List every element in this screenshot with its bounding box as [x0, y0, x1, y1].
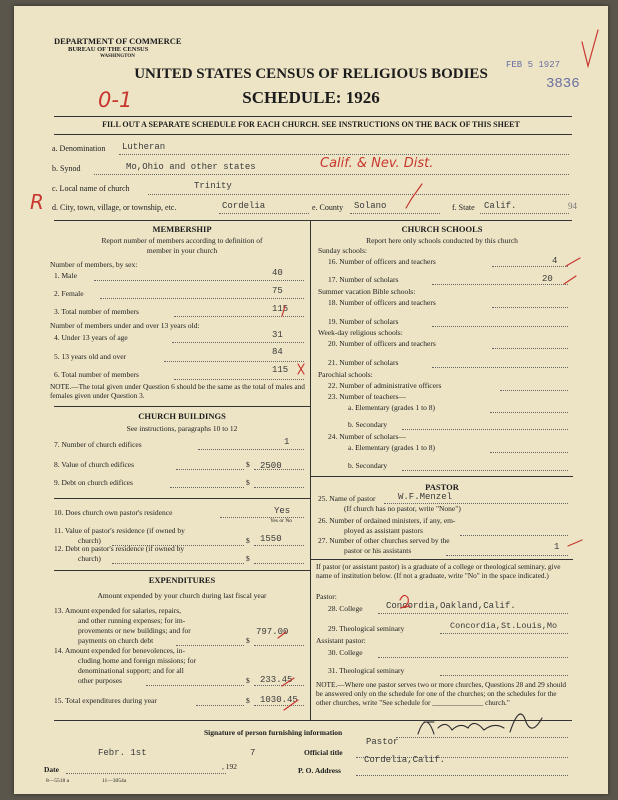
q21-label: 21. Number of scholars [328, 358, 399, 367]
q4-label: 4. Under 13 years of age [54, 333, 128, 342]
expenditures-heading: EXPENDITURES [148, 575, 216, 585]
q25-value: W.F.Menzel [398, 492, 453, 502]
q13-value: 797.00 [256, 627, 289, 637]
q16-label: 16. Number of officers and teachers [328, 257, 436, 266]
q23-label: 23. Number of teachers— [328, 392, 406, 401]
q11-label-a: 11. Value of pastor's residence (if owned by [54, 526, 185, 535]
signature-label: Signature of person furnishing information [204, 728, 343, 737]
q24b-label: b. Secondary [348, 461, 388, 470]
membership-intro-2: member in your church [146, 246, 218, 255]
red-check-q14 [282, 678, 294, 686]
q13-dollar: $ [246, 636, 250, 645]
membership-heading: MEMBERSHIP [152, 224, 212, 234]
q17-value: 20 [542, 274, 553, 284]
q26-label-a: 26. Number of ordained ministers, if any, em- [318, 516, 456, 525]
q25-hint: (If church has no pastor, write "None") [344, 504, 461, 513]
form-number: 8—5518 a [46, 778, 70, 784]
church-name-value: Trinity [194, 181, 232, 191]
q31-label: 31. Theological seminary [328, 666, 405, 675]
membership-intro-1: Report number of members according to definition of [101, 236, 263, 245]
q10-value: Yes [274, 506, 291, 516]
q8-label: 8. Value of church edifices [54, 460, 135, 469]
expenditures-intro: Amount expended by your church during last fiscal year [97, 591, 267, 600]
form-title: UNITED STATES CENSUS OF RELIGIOUS BODIES [134, 66, 488, 82]
q7-value: 1 [284, 437, 290, 447]
pastor-sub-label: Pastor: [316, 592, 337, 601]
q1-value: 40 [272, 268, 283, 278]
synod-label: b. Synod [52, 164, 81, 173]
census-form-page [14, 6, 608, 794]
q2-value: 75 [272, 286, 283, 296]
date-year-digit: 7 [250, 748, 256, 758]
bureau-heading: BUREAU OF THE CENSUS [68, 46, 149, 53]
q12-dollar: $ [246, 554, 250, 563]
date-label: Date [44, 765, 59, 774]
county-value: Solano [354, 201, 387, 211]
hand-mark-r: R [30, 190, 44, 214]
synod-hand-note: Calif. & Nev. Dist. [320, 156, 434, 171]
state-pencil-note: 94 [568, 201, 577, 211]
sunday-schools-label: Sunday schools: [318, 246, 367, 255]
schools-heading: CHURCH SCHOOLS [401, 224, 483, 234]
official-title-label: Official title [304, 748, 343, 757]
red-check-q15 [284, 700, 298, 710]
pastor-signature [418, 714, 542, 734]
q13-label-d: payments on church debt [78, 636, 154, 645]
members-by-age-label: Number of members under and over 13 years old: [50, 321, 200, 330]
q14-dollar: $ [246, 676, 250, 685]
schools-intro: Report here only schools conducted by this church [366, 236, 518, 245]
red-check-county [406, 184, 422, 208]
q23b-label: b. Secondary [348, 420, 388, 429]
q4-value: 31 [272, 330, 283, 340]
membership-note: NOTE.—The total given under Question 6 should be the same as the total of males and females given under Question 3. [50, 382, 305, 400]
q13-label-b: and other running expenses; for im- [78, 616, 186, 625]
q29-value: Concordia,St.Louis,Mo [450, 621, 558, 631]
q27-label-a: 27. Number of other churches served by the [318, 536, 450, 545]
q11-value: 1550 [260, 534, 282, 544]
red-check-q13 [278, 632, 286, 638]
q15-dollar: $ [246, 696, 250, 705]
assistant-pastor-label: Assistant pastor: [316, 636, 366, 645]
q10-hint: Yes or No [270, 518, 293, 524]
q15-value: 1030.45 [260, 695, 298, 705]
print-number: 11—3054a [102, 778, 127, 784]
weekday-schools-label: Week-day religious schools: [318, 328, 403, 337]
q24-label: 24. Number of scholars— [328, 432, 406, 441]
official-title-value: Pastor [366, 737, 399, 747]
q18-label: 18. Number of officers and teachers [328, 298, 436, 307]
q20-label: 20. Number of officers and teachers [328, 339, 436, 348]
received-date-stamp: FEB 5 1927 [506, 60, 561, 70]
q17-label: 17. Number of scholars [328, 275, 399, 284]
city-heading: WASHINGTON [100, 54, 135, 59]
date-year-prefix: , 192 [222, 762, 237, 771]
q14-label-d: other purposes [78, 676, 122, 685]
q6-label: 6. Total number of members [54, 370, 139, 379]
q16-value: 4 [552, 256, 558, 266]
q12-label-a: 12. Debt on pastor's residence (if owned by [54, 544, 185, 553]
q11-label-b: church) [78, 536, 101, 545]
q25-label: 25. Name of pastor [318, 494, 376, 503]
q26-label-b: ployed as assistant pastors [344, 526, 423, 535]
denomination-value: Lutheran [122, 142, 166, 152]
stamp-number: 3836 [546, 76, 580, 92]
state-value: Calif. [484, 201, 517, 211]
red-mark-q28 [400, 595, 410, 608]
buildings-intro: See instructions, paragraphs 10 to 12 [126, 424, 238, 433]
pastor-note: NOTE.—Where one pastor serves two or more churches, Questions 28 and 29 should be answered only on the schedule for one of the churches; on the schedules for the other churches, write "See schedule for ______________ church." [316, 680, 567, 707]
county-label: e. County [312, 203, 344, 212]
red-x-q6 [298, 364, 304, 374]
department-heading: DEPARTMENT OF COMMERCE [54, 36, 182, 46]
synod-value: Mo,Ohio and other states [126, 162, 256, 172]
form-instructions: FILL OUT A SEPARATE SCHEDULE FOR EACH CHURCH. SEE INSTRUCTIONS ON THE BACK OF THIS SHEET [102, 120, 520, 129]
q2-label: 2. Female [54, 289, 84, 298]
q14-label-b: cluding home and foreign missions; for [78, 656, 197, 665]
q12-label-b: church) [78, 554, 101, 563]
q28-label: 28. College [328, 604, 363, 613]
q24a-label: a. Elementary (grades 1 to 8) [348, 443, 436, 452]
q27-label-b: pastor or his assistants [344, 546, 412, 555]
denomination-label: a. Denomination [52, 144, 106, 153]
red-check-corner [582, 30, 598, 66]
red-check-q27 [568, 540, 582, 546]
q6-value: 115 [272, 365, 289, 375]
parochial-schools-label: Parochial schools: [318, 370, 373, 379]
city-label: d. City, town, village, or township, etc. [52, 203, 177, 212]
city-value: Cordelia [222, 201, 266, 211]
date-value: Febr. 1st [98, 748, 147, 758]
q29-label: 29. Theological seminary [328, 624, 405, 633]
buildings-heading: CHURCH BUILDINGS [138, 411, 226, 421]
q8-value: 2500 [260, 461, 282, 471]
q30-label: 30. College [328, 648, 363, 657]
red-check-q17 [564, 276, 576, 284]
red-check-q16 [566, 258, 580, 266]
q5-label: 5. 13 years old and over [54, 352, 127, 361]
q9-dollar: $ [246, 478, 250, 487]
q7-label: 7. Number of church edifices [54, 440, 142, 449]
po-address-value: Cordelia,Calif. [364, 755, 446, 765]
pastor-heading: PASTOR [425, 482, 459, 492]
q19-label: 19. Number of scholars [328, 317, 399, 326]
q5-value: 84 [272, 347, 283, 357]
q23a-label: a. Elementary (grades 1 to 8) [348, 403, 436, 412]
q3-label: 3. Total number of members [54, 307, 139, 316]
hand-annotations [14, 6, 608, 794]
q11-dollar: $ [246, 536, 250, 545]
q8-dollar: $ [246, 460, 250, 469]
po-address-label: P. O. Address [298, 766, 341, 775]
q3-value: 115 [272, 304, 289, 314]
vacation-schools-label: Summer vacation Bible schools: [318, 287, 416, 296]
q15-label: 15. Total expenditures during year [54, 696, 157, 705]
form-subtitle: SCHEDULE: 1926 [242, 88, 380, 107]
members-by-sex-label: Number of members, by sex: [50, 260, 138, 269]
q10-label: 10. Does church own pastor's residence [54, 508, 173, 517]
q22-label: 22. Number of administrative officers [328, 381, 442, 390]
q13-label-a: 13. Amount expended for salaries, repairs, [54, 606, 182, 615]
church-name-label: c. Local name of church [52, 184, 130, 193]
q14-label-a: 14. Amount expended for benevolences, in- [54, 646, 186, 655]
q13-label-c: provements or new buildings; and for [78, 626, 191, 635]
q9-label: 9. Debt on church edifices [54, 478, 133, 487]
hand-mark-code: 0-1 [98, 88, 133, 112]
q28-value: Concordia,Oakland,Calif. [386, 601, 516, 611]
q27-value: 1 [554, 542, 560, 552]
q14-value: 233.45 [260, 675, 293, 685]
graduate-note: If pastor (or assistant pastor) is a graduate of a college or theological seminary, give name of institution below. (If not a graduate, write "No" in the space indicated.) [316, 562, 561, 580]
red-check-q3 [282, 306, 285, 316]
q14-label-c: denominational support; and for all [78, 666, 184, 675]
q1-label: 1. Male [54, 271, 77, 280]
state-label: f. State [452, 203, 475, 212]
